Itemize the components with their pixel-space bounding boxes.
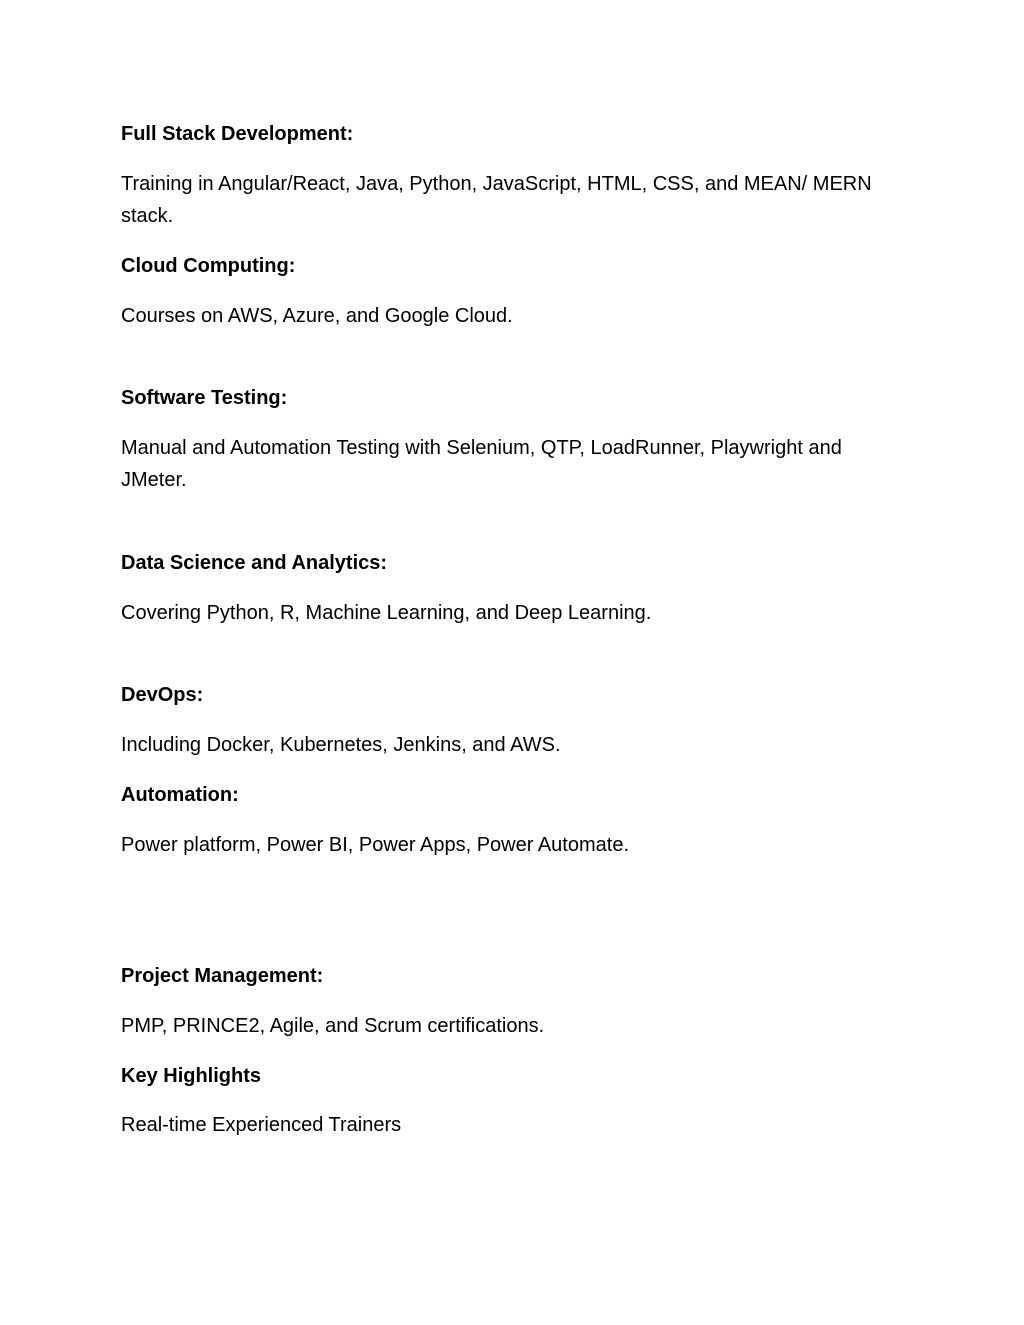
section-heading-project-management: Project Management: [121, 965, 324, 987]
section-body-line: Power platform, Power BI, Power Apps, Power Automate. [121, 834, 630, 856]
section-body-line: Including Docker, Kubernetes, Jenkins, and AWS. [121, 734, 561, 756]
section-body-line: JMeter. [121, 469, 187, 491]
section-body-line: Courses on AWS, Azure, and Google Cloud. [121, 305, 513, 327]
section-heading-full-stack: Full Stack Development: [121, 123, 354, 145]
section-body-line: Training in Angular/React, Java, Python, JavaScript, HTML, CSS, and MEAN/ MERN [121, 173, 872, 195]
section-body-line: Covering Python, R, Machine Learning, and Deep Learning. [121, 602, 652, 624]
section-heading-automation: Automation: [121, 784, 239, 806]
section-heading-data-science: Data Science and Analytics: [121, 552, 388, 574]
section-heading-devops: DevOps: [121, 684, 204, 706]
section-body-line: PMP, PRINCE2, Agile, and Scrum certifications. [121, 1015, 545, 1037]
section-heading-key-highlights: Key Highlights [121, 1065, 262, 1087]
section-body-line: Real-time Experienced Trainers [121, 1114, 402, 1136]
section-heading-cloud-computing: Cloud Computing: [121, 255, 296, 277]
section-body-line: stack. [121, 205, 174, 227]
section-heading-software-testing: Software Testing: [121, 387, 288, 409]
section-body-line: Manual and Automation Testing with Selenium, QTP, LoadRunner, Playwright and [121, 437, 842, 459]
